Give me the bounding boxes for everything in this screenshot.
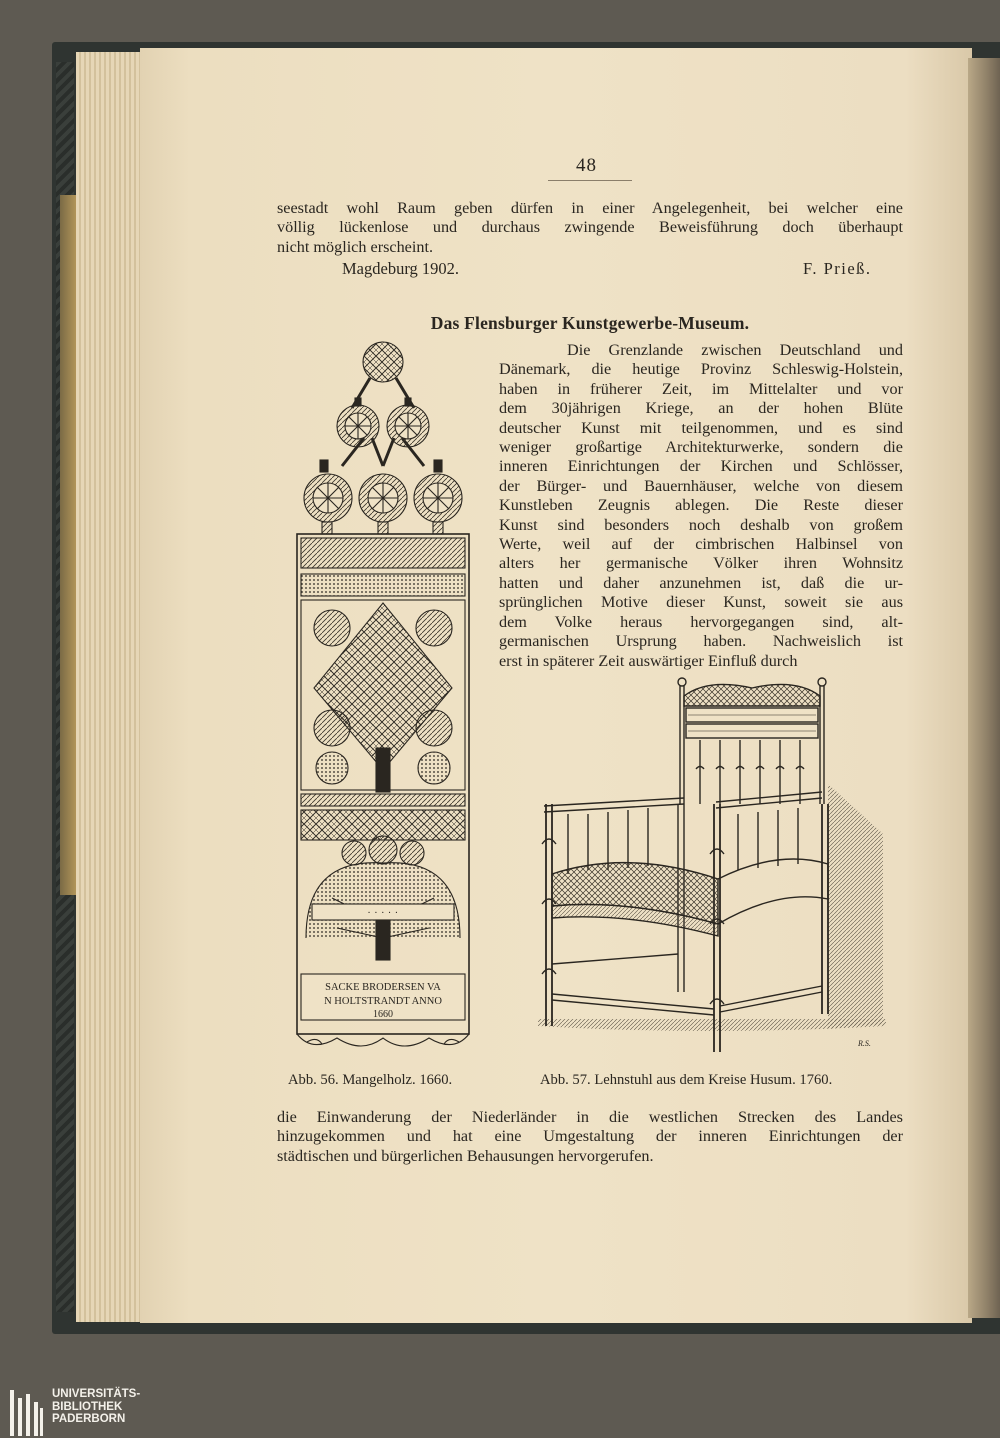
body-paragraph-line: Dänemark, die heutige Provinz Schleswig-Holstein, bbox=[499, 360, 903, 379]
lehnstuhl-illustration bbox=[538, 674, 886, 1064]
author-signature: F. Prieß. bbox=[803, 259, 872, 278]
body-paragraph-line: germanischen Ursprung haben. Nachweislich ist bbox=[499, 632, 903, 651]
top-paragraph bbox=[277, 199, 903, 257]
body-paragraph bbox=[499, 341, 903, 671]
library-logo-line-2: BIBLIOTHEK bbox=[52, 1400, 123, 1413]
body-paragraph-line: Kunstleben Zeugnis ablegen. Die Reste dieser bbox=[499, 496, 903, 515]
body-paragraph-line: Werte, weil auf der cimbrischen Halbinsel von bbox=[499, 535, 903, 554]
bottom-paragraph-line: hinzugekommen und hat eine Umgestaltung der inneren Einrichtungen der bbox=[277, 1127, 903, 1146]
body-paragraph-line: weniger großartige Architekturwerke, sondern die bbox=[499, 438, 903, 457]
bottom-paragraph bbox=[277, 1108, 903, 1166]
top-paragraph-line: nicht möglich erscheint. bbox=[277, 237, 433, 256]
mangelholz-inscription-3: 1660 bbox=[373, 1009, 393, 1020]
dateline: Magdeburg 1902. bbox=[342, 259, 460, 278]
body-paragraph-line: Die Grenzlande zwischen Deutschland und bbox=[567, 341, 903, 359]
library-logo-line-1: UNIVERSITÄTS- bbox=[52, 1388, 141, 1400]
top-paragraph-line: völlig lückenlose und durchaus zwingende Beweisführung doch überhaupt bbox=[277, 218, 903, 237]
body-paragraph-line: erst in späterer Zeit auswärtiger Einfluß durch bbox=[499, 651, 798, 670]
body-paragraph-line: der Bürger- und Bauernhäuser, welche von diesem bbox=[499, 476, 903, 495]
library-logo-icon bbox=[10, 1390, 44, 1436]
page-number-rule bbox=[548, 180, 632, 181]
top-paragraph-line: seestadt wohl Raum geben dürfen in einer Angelegenheit, bei welcher eine bbox=[277, 199, 903, 217]
mangelholz-inscription-2: N HOLTSTRANDT ANNO bbox=[324, 996, 442, 1007]
mangelholz-inscription-1: SACKE BRODERSEN VA bbox=[325, 982, 441, 993]
library-logo-line-3: PADERBORN bbox=[52, 1413, 126, 1425]
bottom-paragraph-line: die Einwanderung der Niederländer in die westlichen Strecken des Landes bbox=[277, 1108, 903, 1126]
mangelholz-illustration bbox=[292, 338, 474, 1058]
caption-abb-57: Abb. 57. Lehnstuhl aus dem Kreise Husum. 1760. bbox=[540, 1072, 833, 1088]
page-number: 48 bbox=[576, 155, 597, 176]
library-logo bbox=[0, 1384, 200, 1438]
body-paragraph-line: dem 30jährigen Kriege, an der hohen Blüte bbox=[499, 399, 903, 418]
page-edges bbox=[76, 52, 146, 1322]
body-paragraph-line: inneren Einrichtungen der Kirchen und Schlösser, bbox=[499, 457, 903, 476]
body-paragraph-line: dem Volke heraus hervorgegangen sind, alt- bbox=[499, 612, 903, 631]
body-paragraph-line: Kunst sind besonders noch deshalb von großem bbox=[499, 515, 903, 534]
body-paragraph-line: deutscher Kunst mit teilgenommen, und es sind bbox=[499, 418, 903, 437]
section-heading: Das Flensburger Kunstgewerbe-Museum. bbox=[430, 313, 750, 333]
caption-abb-56: Abb. 56. Mangelholz. 1660. bbox=[288, 1072, 453, 1088]
bottom-paragraph-line: städtischen und bürgerlichen Behausungen hervorgerufen. bbox=[277, 1146, 654, 1165]
svg-text:R.S.: R.S. bbox=[858, 1039, 871, 1048]
page-gutter bbox=[968, 58, 1000, 1318]
body-paragraph-line: sprünglichen Motive dieser Kunst, soweit sie aus bbox=[499, 593, 903, 612]
body-paragraph-line: hatten und daher anzunehmen ist, daß die ur- bbox=[499, 573, 903, 592]
mangelholz-banner: · · · · · bbox=[367, 908, 399, 919]
body-paragraph-line: alters her germanische Völker ihren Wohnsitz bbox=[499, 554, 903, 573]
body-paragraph-line: haben in früherer Zeit, im Mittelalter und vor bbox=[499, 379, 903, 398]
